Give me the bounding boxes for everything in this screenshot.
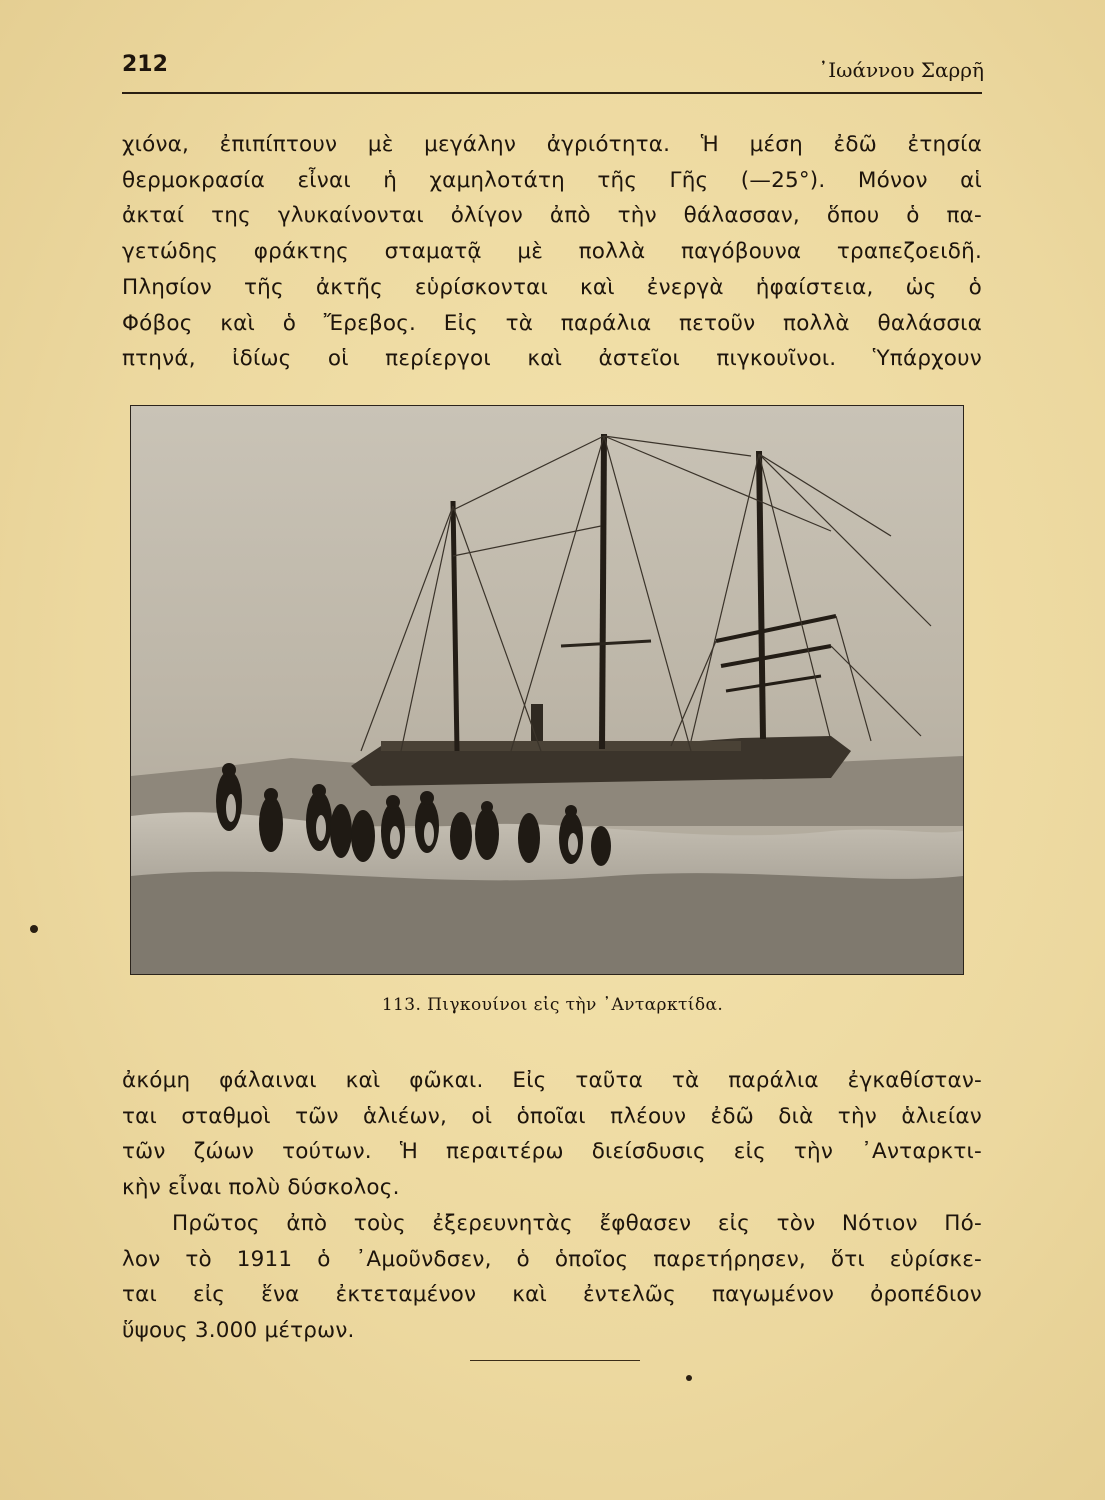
- paragraph-3: [122, 1206, 982, 1349]
- text-line: ται εἰς ἕνα ἐκτεταμένον καὶ ἐντελῶς παγωμένον ὀροπέδιον: [122, 1282, 982, 1308]
- text-line: Πρῶτος ἀπὸ τοὺς ἐξερευνητὰς ἔφθασεν εἰς τὸν Νότιον Πό-: [172, 1211, 982, 1236]
- header-rule: [122, 92, 982, 94]
- text-line: Πλησίον τῆς ἀκτῆς εὑρίσκονται καὶ ἐνεργὰ ἡφαίστεια, ὡς ὁ: [122, 274, 982, 300]
- penguins-ship-photo: [130, 405, 964, 975]
- end-rule: [470, 1360, 640, 1361]
- text-line: κὴν εἶναι πολὺ δύσκολος.: [122, 1175, 400, 1201]
- text-line: Φόβος καὶ ὁ Ἔρεβος. Εἰς τὰ παράλια πετοῦν πολλὰ θαλάσσια: [122, 310, 982, 336]
- text-line: λον τὸ 1911 ὁ ᾿Αμοῦνδσεν, ὁ ὁποῖος παρετήρησεν, ὅτι εὑρίσκε-: [122, 1246, 982, 1272]
- paragraph-1: [122, 127, 982, 377]
- ink-speck: [30, 925, 38, 933]
- text-line: ἀκταί της γλυκαίνονται ὀλίγον ἀπὸ τὴν θάλασσαν, ὅπου ὁ πα-: [122, 203, 982, 229]
- text-line: τῶν ζώων τούτων. Ἡ περαιτέρω διείσδυσις εἰς τὴν ᾿Ανταρκτι-: [122, 1139, 982, 1165]
- text-line: ἀκόμη φάλαιναι καὶ φῶκαι. Εἰς ταῦτα τὰ παράλια ἐγκαθίσταν-: [122, 1068, 982, 1093]
- text-line: χιόνα, ἐπιπίπτουν μὲ μεγάλην ἀγριότητα. Ἡ μέση ἐδῶ ἐτησία: [122, 132, 982, 157]
- figure-caption: 113. Πιγκουίνοι εἰς τὴν ᾿Ανταρκτίδα.: [381, 995, 724, 1015]
- text-line: θερμοκρασία εἶναι ἡ χαμηλοτάτη τῆς Γῆς (—25°). Μόνον αἱ: [122, 167, 982, 193]
- text-line: ται σταθμοὶ τῶν ἁλιέων, οἱ ὁποῖαι πλέουν ἐδῶ διὰ τὴν ἁλιείαν: [122, 1103, 982, 1129]
- text-line: ὕψους 3.000 μέτρων.: [122, 1318, 355, 1344]
- running-head: ᾿Ιωάννου Σαρρῆ: [818, 58, 984, 82]
- page-header: [122, 52, 984, 92]
- text-line: πτηνά, ἰδίως οἱ περίεργοι καὶ ἀστεῖοι πιγκουῖνοι. Ὑπάρχουν: [122, 346, 982, 372]
- paragraph-2: [122, 1063, 982, 1206]
- ink-speck: [686, 1375, 692, 1381]
- photo-illustration: [131, 406, 963, 974]
- text-line: γετώδης φράκτης σταματᾷ μὲ πολλὰ παγόβουνα τραπεζοειδῆ.: [122, 239, 982, 265]
- page-number: 212: [122, 52, 168, 77]
